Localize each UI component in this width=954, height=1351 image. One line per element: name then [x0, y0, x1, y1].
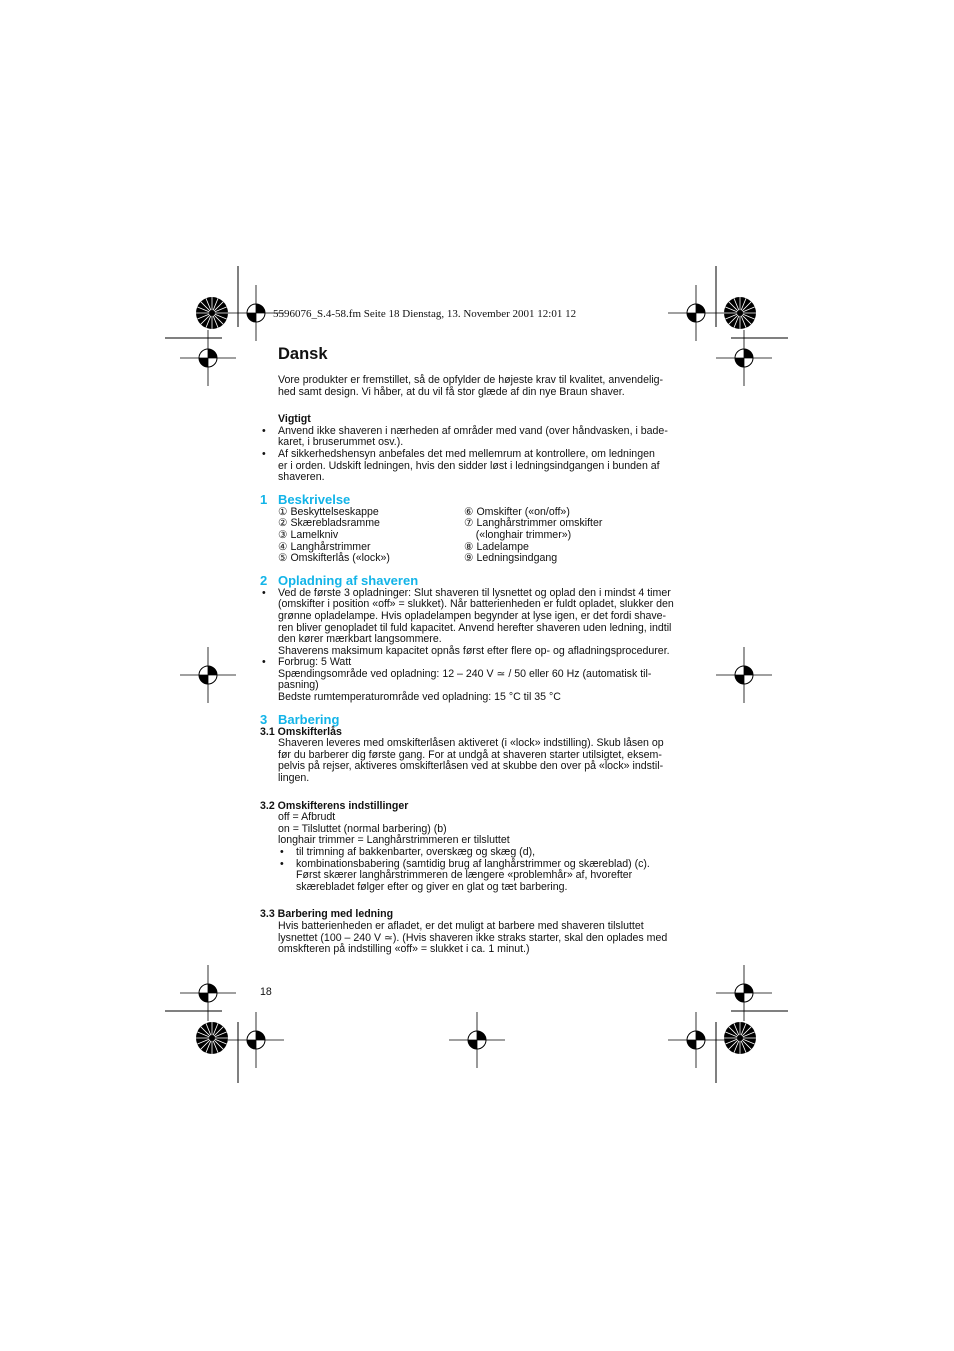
important-bullet: • Af sikkerhedshensyn anbefales det med mellemrum at kontrollere, om ledningen er i orden. Udskift ledningen, hvis den sidder løst i ledningsindgangen i bunden af shaveren.: [260, 449, 696, 484]
important-bullet: • Anvend ikke shaveren i nærheden af områder med vand (over håndvasken, i bade- karet, i bruserummet osv.).: [260, 426, 696, 449]
important-heading: Vigtigt: [278, 413, 311, 426]
page-title: Dansk: [278, 345, 328, 363]
subsection-body: off = Afbrudt on = Tilsluttet (normal barbering) (b) longhair trimmer = Langhårstrimmeren er tilsluttet: [278, 811, 510, 847]
parts-column-right: [464, 507, 696, 565]
list-item: ⑨ Ledningsindgang: [464, 552, 558, 565]
parts-column-left: [278, 507, 464, 565]
charging-bullet: • Ved de første 3 opladninger: Slut shaveren til lysnettet og oplad den i mindst 4 timer (omskifter i position «off» = slukket). Når batterienheden er fuldt opladet, slukker den grønne opladelampe. Hvis opladelampen begynder at lyse igen, er det fordi shave- ren bliver genopladet til fuld kapacitet. Anvend herefter shaveren uden ledning, indtil den kører mærkbart langsommere. Shaverens maksimum kapacitet opnås først efter flere op- og afladningsprocedurer.: [260, 588, 696, 658]
file-header-line: 5596076_S.4-58.fm Seite 18 Dienstag, 13. November 2001 12:01 12: [273, 308, 577, 320]
intro-paragraph: Vore produkter er fremstillet, så de opfylder de højeste krav til kvalitet, anvendelig- hed samt design. Vi håber, at du vil få stor glæde af din nye Braun shaver.: [278, 374, 664, 398]
parts-list: [278, 507, 696, 565]
subsection-heading: 3.2 Omskifterens indstillinger: [260, 799, 409, 812]
list-item: • til trimning af bakkenbarter, overskæg og skæg (d),: [260, 847, 696, 859]
list-item: («longhair trimmer»): [464, 528, 572, 541]
document-body: [260, 344, 696, 956]
subsection-body: Hvis batterienheden er afladet, er det muligt at barbere med shaveren tilsluttet lysnettet (100 – 240 V ≃). (Hvis shaveren ikke straks starter, skal den oplades med omskfteren på indstilling «off» = slukket i ca. 1 minut.): [278, 919, 668, 956]
list-item: ⑧ Ladelampe: [464, 540, 529, 553]
list-item: ⑤ Omskifterlås («lock»): [278, 552, 390, 565]
list-item: ⑥ Omskifter («on/off»): [464, 505, 570, 518]
charging-bullet: • Forbrug: 5 Watt Spændingsområde ved opladning: 12 – 240 V ≃ / 50 eller 60 Hz (automatisk til- pasning) Bedste rumtemperaturområde ved opladning: 15 °C til 35 °C: [260, 657, 696, 703]
page-number: 18: [260, 986, 272, 998]
subsection-heading: 3.3 Barbering med ledning: [260, 908, 394, 921]
subsection-body: Shaveren leveres med omskifterlåsen aktiveret (i «lock» indstilling). Skub låsen op før du barberer dig første gang. For at undgå at shaveren starter utilsigtet, eksem- pelvis på rejser, aktiveres omskifterlåsen ved at skubbe den over på «lock» indstil- lingen.: [278, 737, 664, 785]
list-item: ① Beskyttelseskappe: [278, 505, 379, 518]
list-item: ③ Lamelkniv: [278, 528, 339, 541]
list-item: ④ Langhårstrimmer: [278, 540, 371, 553]
subsection-heading: 3.1 Omskifterlås: [260, 725, 342, 738]
section-heading-beskrivelse: 1 Beskrivelse: [260, 491, 351, 507]
list-item: ② Skærebladsramme: [278, 517, 380, 530]
list-item: ⑦ Langhårstrimmer omskifter: [464, 517, 603, 530]
section-heading-opladning: 2 Opladning af shaveren: [260, 572, 419, 588]
list-item: • kombinationsbabering (samtidig brug af langhårstrimmer og skæreblad) (c). Først skærer langhårstrimmeren de længere «problemhår» af, hvorefter skærebladet følger efter og giver en glat og tæt barbering.: [260, 859, 696, 894]
section-heading-barbering: 3 Barbering: [260, 711, 340, 727]
